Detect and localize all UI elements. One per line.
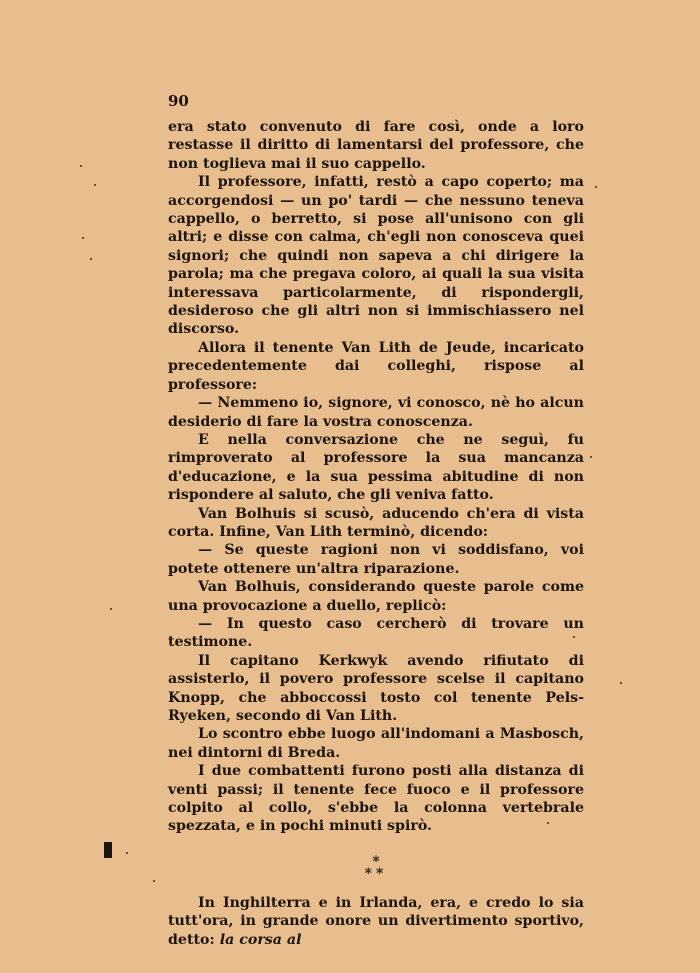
- section-separator: [168, 853, 584, 882]
- paragraph: — Nemmeno io, signore, vi conosco, nè ho alcun desiderio di fare la vostra conoscenza.: [168, 395, 584, 430]
- paragraph: Van Bolhuis si scusò, aducendo ch'era di vista corta. Infine, Van Lith terminò, dicendo:: [168, 505, 584, 540]
- scan-speck: [590, 456, 592, 458]
- scan-speck: [82, 237, 84, 239]
- paragraph: I due combattenti furono posti alla distanza di venti passi; il tenente fece fuoco e il professore colpito al collo, s'ebbe la colonna vertebrale spezzata, e in pochi minuti spirò.: [168, 763, 584, 835]
- page-number: 90: [168, 92, 189, 110]
- paragraph: Allora il tenente Van Lith de Jeude, incaricato precedentemente dai colleghi, rispose al professore:: [168, 339, 584, 393]
- separator-star-top: *: [372, 853, 380, 870]
- scan-speck: [80, 165, 82, 167]
- scan-mark: [104, 842, 112, 858]
- body-text: [168, 118, 584, 949]
- scan-speck: [595, 186, 597, 188]
- scan-speck: [153, 880, 155, 882]
- paragraph: Il capitano Kerkwyk avendo rifiutato di assisterlo, il povero professore scelse il capitano Knopp, che abboccossi tosto col tenente Pels-Ryeken, secondo di Van Lith.: [168, 652, 584, 724]
- final-paragraph-italic: la corsa al: [219, 931, 302, 948]
- paragraph: — Se queste ragioni non vi soddisfano, voi potete ottenere un'altra riparazione.: [168, 542, 584, 577]
- scan-speck: [126, 852, 128, 854]
- scan-speck: [620, 682, 622, 684]
- paragraph: Van Bolhuis, considerando queste parole come una provocazione a duello, replicò:: [168, 579, 584, 614]
- final-paragraph-text: In Inghilterra e in Irlanda, era, e credo lo sia tutt'ora, in grande onore un divertimento sportivo, detto:: [168, 894, 584, 948]
- scan-speck: [547, 822, 549, 824]
- scan-speck: [94, 184, 96, 186]
- scan-speck: [110, 608, 112, 610]
- scan-speck: [90, 258, 92, 260]
- separator-star-bottom: **: [364, 865, 388, 882]
- scan-speck: [573, 636, 575, 638]
- paragraph: Lo scontro ebbe luogo all'indomani a Masbosch, nei dintorni di Breda.: [168, 726, 584, 761]
- paragraph: era stato convenuto di fare così, onde a loro restasse il diritto di lamentarsi del professore, che non toglieva mai il suo cappello.: [168, 119, 584, 172]
- paragraph: Il professore, infatti, restò a capo coperto; ma accorgendosi — un po' tardi — che nessuno teneva cappello, o berretto, si pose all'unisono con gli altri; e disse con calma, ch'egli non conosceva quei signori; che quindi non sapeva a chi dirigere la parola; ma che pregava coloro, ai quali la sua visita interessava particolarmente, di rispondergli, desideroso che gli altri non si immischiassero nel discorso.: [168, 174, 584, 338]
- paragraph: — In questo caso cercherò di trovare un testimone.: [168, 615, 584, 651]
- paragraph: E nella conversazione che ne seguì, fu rimproverato al professore la sua mancanza d'educazione, e la sua pessima abitudine di non rispondere al saluto, che gli veniva fatto.: [168, 431, 584, 504]
- final-paragraph: [168, 894, 584, 949]
